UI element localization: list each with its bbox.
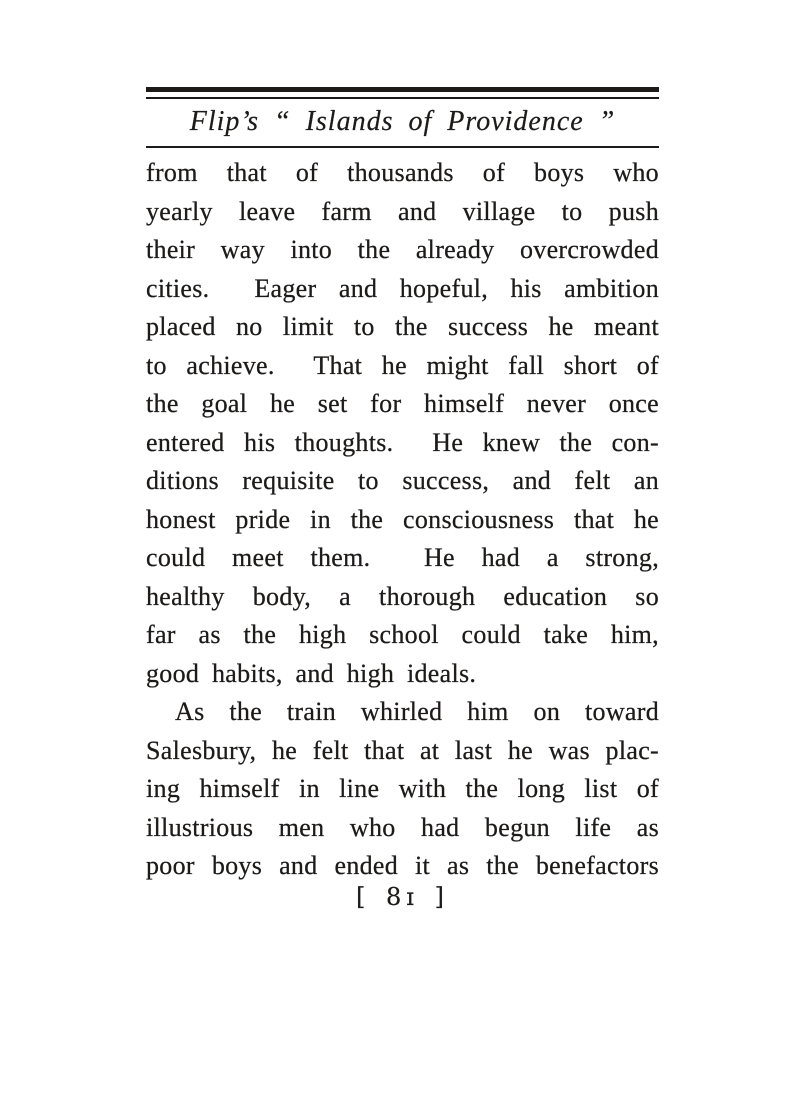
- text-line: good habits, and high ideals.: [146, 658, 477, 688]
- text-line: yearly leave farm and village to push: [146, 196, 659, 226]
- text-line: ing himself in line with the long list of: [146, 774, 659, 803]
- text-line: from that of thousands of boys who: [146, 158, 659, 187]
- text-line: to achieve. That he might fall short of: [146, 350, 659, 380]
- text-line: illustrious men who had begun life as: [146, 812, 659, 842]
- text-line: honest pride in the consciousness that he: [146, 504, 659, 534]
- text-line: placed no limit to the success he meant: [146, 312, 659, 341]
- text-line: the goal he set for himself never once: [146, 389, 659, 418]
- text-line: cities. Eager and hopeful, his ambition: [146, 273, 659, 303]
- text-line: could meet them. He had a strong,: [146, 543, 659, 572]
- text-line: poor boys and ended it as the benefactors: [146, 851, 659, 880]
- text-line: ditions requisite to success, and felt an: [146, 466, 659, 495]
- body-text: [146, 154, 659, 886]
- paragraph: [146, 154, 659, 693]
- text-line: healthy body, a thorough education so: [146, 581, 659, 611]
- text-line: Salesbury, he felt that at last he was plac-: [146, 735, 659, 765]
- text-line: As the train whirled him on toward: [175, 697, 659, 726]
- text-line: their way into the already overcrowded: [146, 235, 659, 264]
- running-head-title: Flip’s “ Islands of Providence ”: [189, 106, 616, 137]
- text-line: entered his thoughts. He knew the con-: [146, 427, 659, 457]
- header-rule-thick: [146, 87, 659, 92]
- paragraph: [146, 693, 659, 886]
- header-rule-thin: [146, 97, 659, 99]
- text-line: far as the high school could take him,: [146, 620, 659, 649]
- page-number: [ 8ɪ ]: [356, 883, 449, 911]
- header-rule-bottom: [146, 146, 659, 148]
